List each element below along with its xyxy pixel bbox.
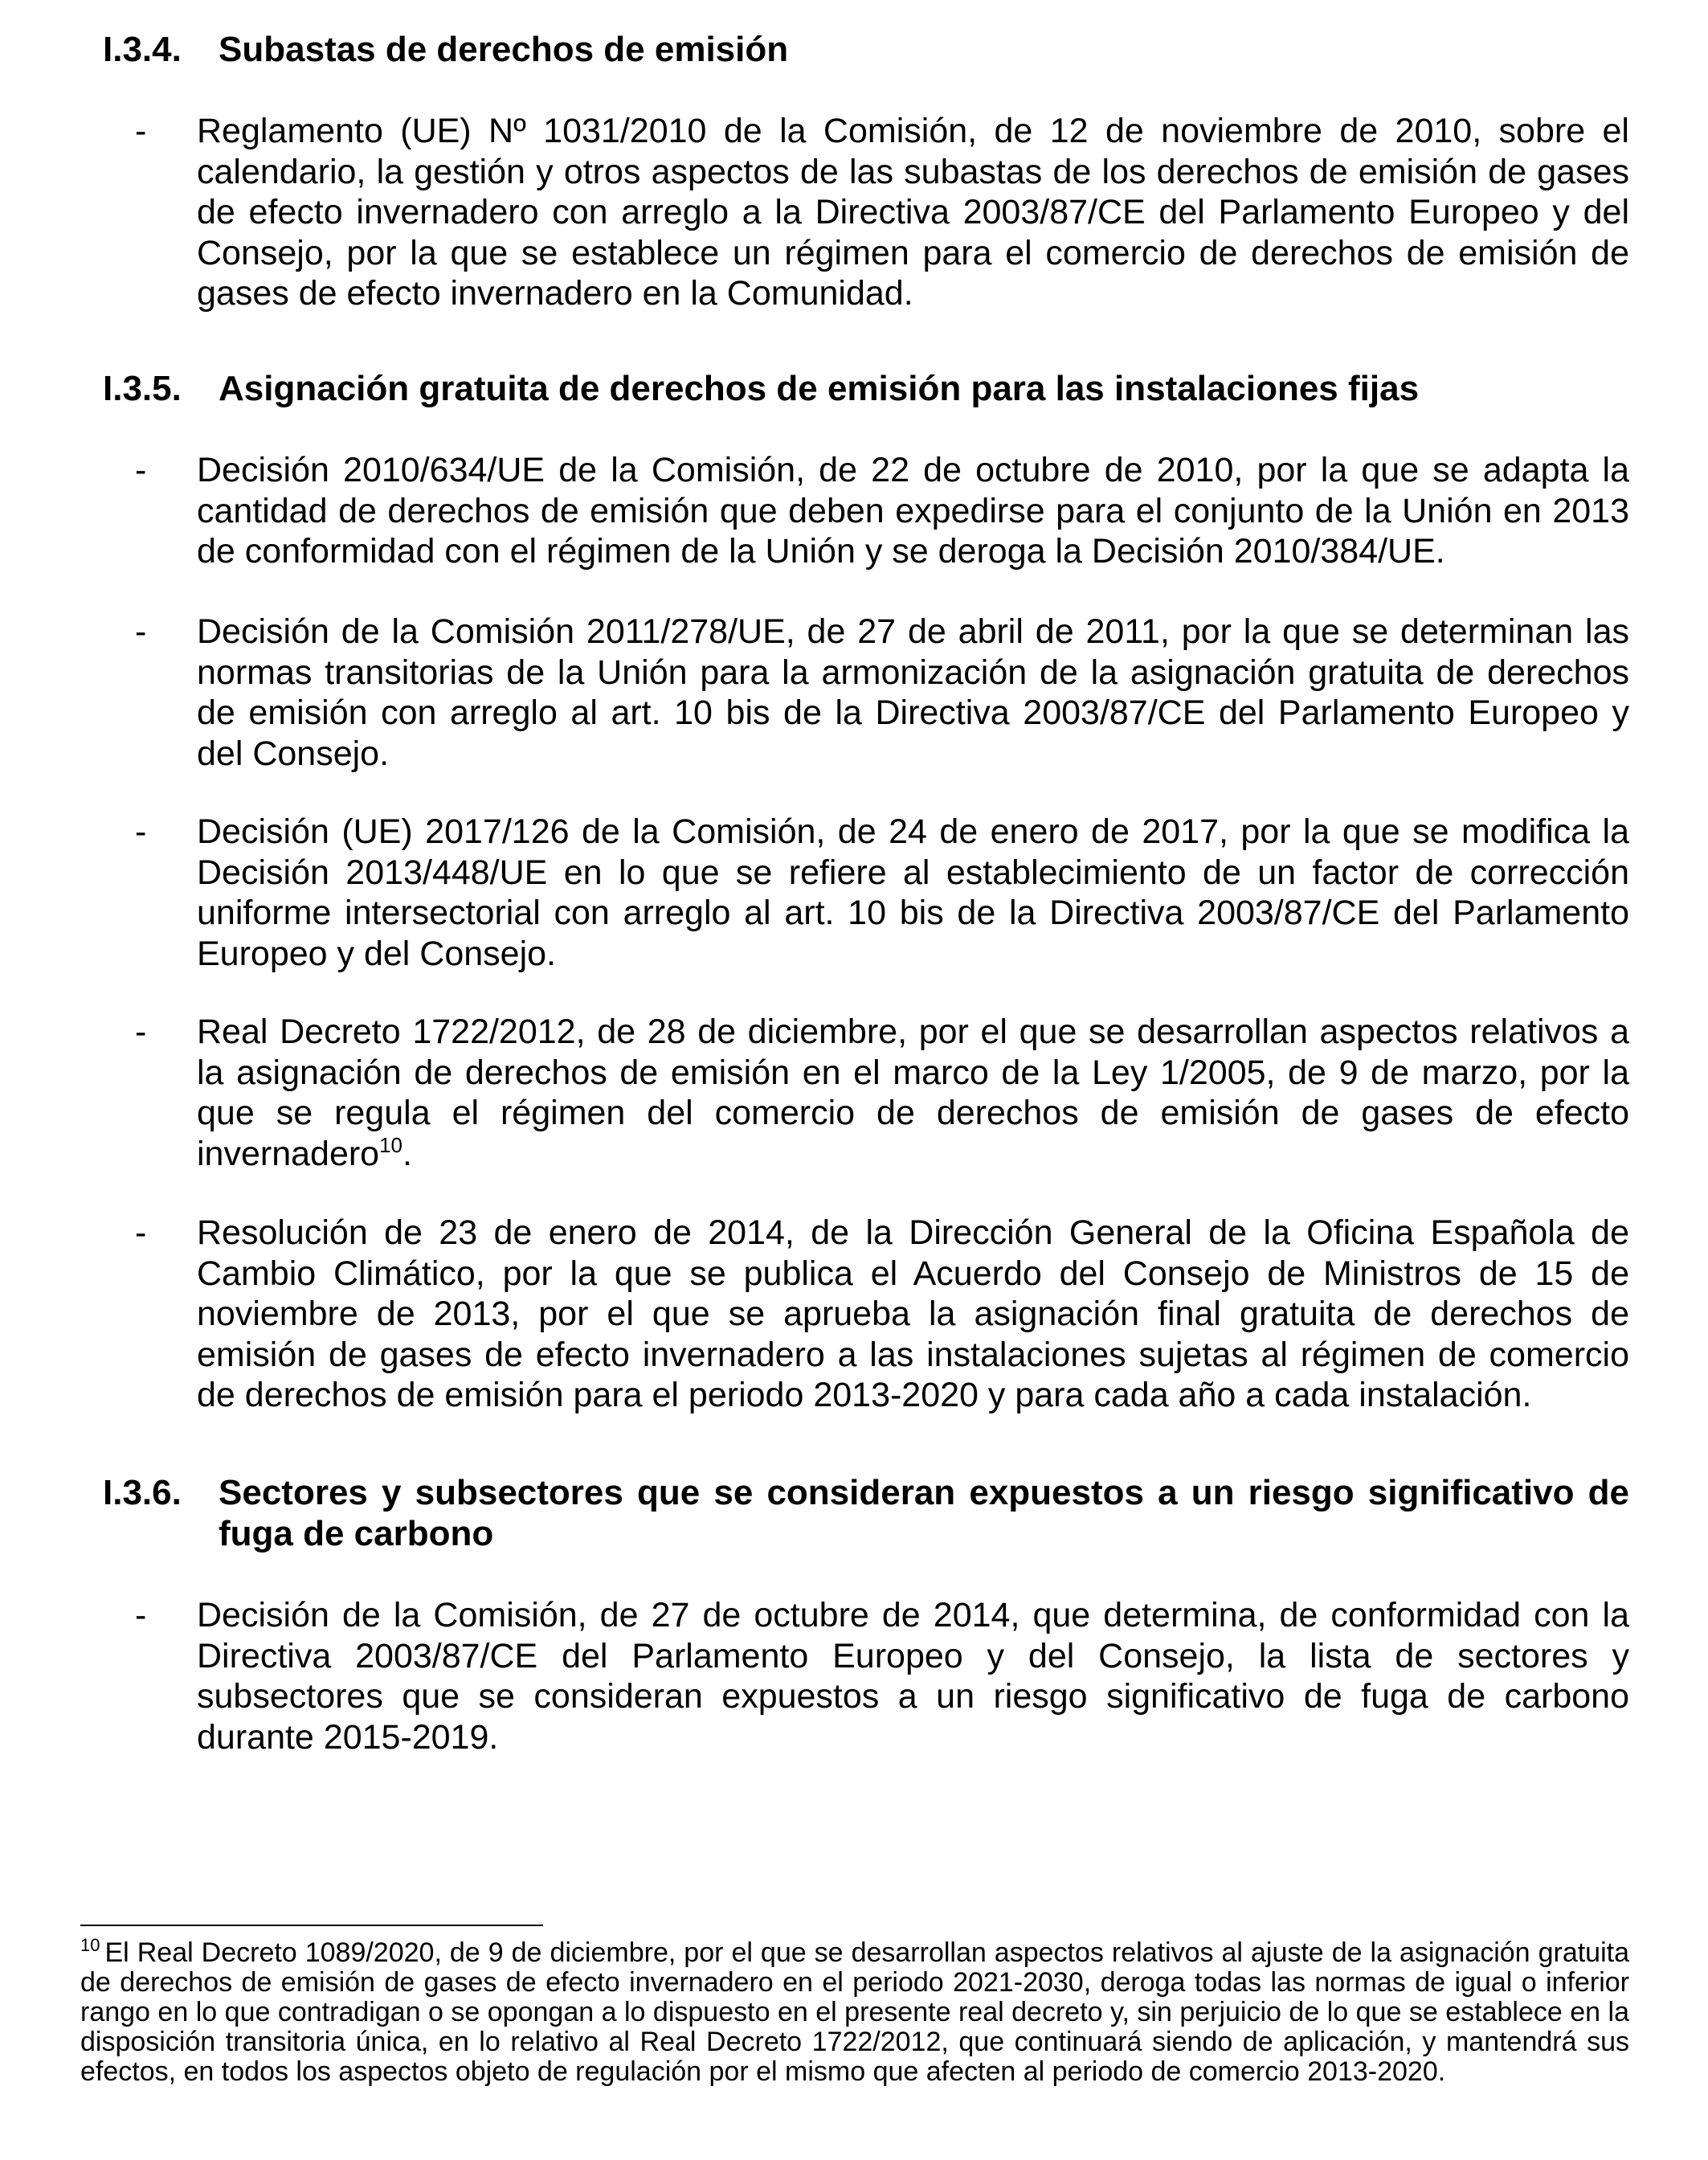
footnote-text: El Real Decreto 1089/2020, de 9 de diciembre, por el que se desarrollan aspectos relativos al ajuste de la asignación gratuita de derechos de emisión de gases de efecto invernadero en el periodo 2021-2030, deroga todas las normas de igual o inferior rango en lo que contradigan o se opongan a lo dispuesto en el presente real decreto y, sin perjuicio de lo que se establece en la disposición transitoria única, en lo relativo al Real Decreto 1722/2012, que continuará siendo de aplicación, y mantendrá sus efectos, en todos los aspectos objeto de regulación por el mismo que afecten al periodo de comercio 2013-2020. [80, 1937, 1629, 2087]
bullet-dash: - [135, 451, 147, 489]
list-item [135, 612, 1629, 774]
list-item [135, 1595, 1629, 1757]
list-item [135, 450, 1629, 572]
section-title: Subastas de derechos de emisión [219, 30, 789, 69]
list-item-text: Decisión de la Comisión 2011/278/UE, de 27 de abril de 2011, por la que se determinan las normas transitorias de la Unión para la armonización de la asignación gratuita de derechos de emisión con arreglo al art. 10 bis de la Directiva 2003/87/CE del Parlamento Europeo y del Consejo. [197, 612, 1629, 773]
list-item-text [197, 1012, 1629, 1174]
list-item [135, 812, 1629, 974]
footnote-ref[interactable]: 10 [379, 1132, 403, 1157]
footnote-separator [80, 1925, 543, 1926]
footnote-number: 10 [80, 1935, 100, 1955]
list-item [135, 1213, 1629, 1416]
section-title: Sectores y subsectores que se consideran expuestos a un riesgo significativo de fuga de carbono [219, 1473, 1629, 1553]
section-title: Asignación gratuita de derechos de emisión para las instalaciones fijas [219, 369, 1420, 408]
list-item-text: Decisión 2010/634/UE de la Comisión, de 22 de octubre de 2010, por la que se adapta la cantidad de derechos de emisión que deben expedirse para el conjunto de la Unión en 2013 de conformidad con el régimen de la Unión y se deroga la Decisión 2010/384/UE. [197, 451, 1629, 571]
section-number: I.3.4. [103, 30, 182, 69]
section-heading-i-3-6 [103, 1472, 1629, 1554]
list-item-tail: . [402, 1134, 412, 1173]
bullet-dash: - [135, 1012, 147, 1051]
section-heading-i-3-5 [103, 368, 1629, 409]
list-item-body: Real Decreto 1722/2012, de 28 de diciembre, por el que se desarrollan aspectos relativos a la asignación de derechos de emisión en el marco de la Ley 1/2005, de 9 de marzo, por la que se regula el régimen del comercio de derechos de emisión de gases de efecto invernadero [197, 1012, 1629, 1173]
bullet-dash: - [135, 1213, 147, 1252]
list-item-text: Reglamento (UE) Nº 1031/2010 de la Comisión, de 12 de noviembre de 2010, sobre el calendario, la gestión y otros aspectos de las subastas de los derechos de emisión de gases de efecto invernadero con arreglo a la Directiva 2003/87/CE del Parlamento Europeo y del Consejo, por la que se establece un régimen para el comercio de derechos de emisión de gases de efecto invernadero en la Comunidad. [197, 112, 1629, 313]
bullet-dash: - [135, 812, 147, 851]
bullet-dash: - [135, 1596, 147, 1634]
list-item-text: Decisión (UE) 2017/126 de la Comisión, de 24 de enero de 2017, por la que se modifica la Decisión 2013/448/UE en lo que se refiere al establecimiento de un factor de corrección uniforme intersectorial con arreglo al art. 10 bis de la Directiva 2003/87/CE del Parlamento Europeo y del Consejo. [197, 812, 1629, 973]
bullet-dash: - [135, 612, 147, 651]
bullet-dash: - [135, 112, 147, 150]
list-item-text: Resolución de 23 de enero de 2014, de la Dirección General de la Oficina Española de Cambio Climático, por la que se publica el Acuerdo del Consejo de Ministros de 15 de noviembre de 2013, por el que se aprueba la asignación final gratuita de derechos de emisión de gases de efecto invernadero a las instalaciones sujetas al régimen de comercio de derechos de emisión para el periodo 2013-2020 y para cada año a cada instalación. [197, 1213, 1629, 1414]
section-number: I.3.5. [103, 369, 182, 408]
list-item-text: Decisión de la Comisión, de 27 de octubre de 2014, que determina, de conformidad con la Directiva 2003/87/CE del Parlamento Europeo y del Consejo, la lista de sectores y subsectores que se consideran expuestos a un riesgo significativo de fuga de carbono durante 2015-2019. [197, 1596, 1629, 1757]
list-item [135, 111, 1629, 314]
section-heading-i-3-4 [103, 29, 1629, 70]
list-item [135, 1012, 1629, 1174]
footnote [80, 1935, 1629, 2087]
section-number: I.3.6. [103, 1473, 182, 1512]
